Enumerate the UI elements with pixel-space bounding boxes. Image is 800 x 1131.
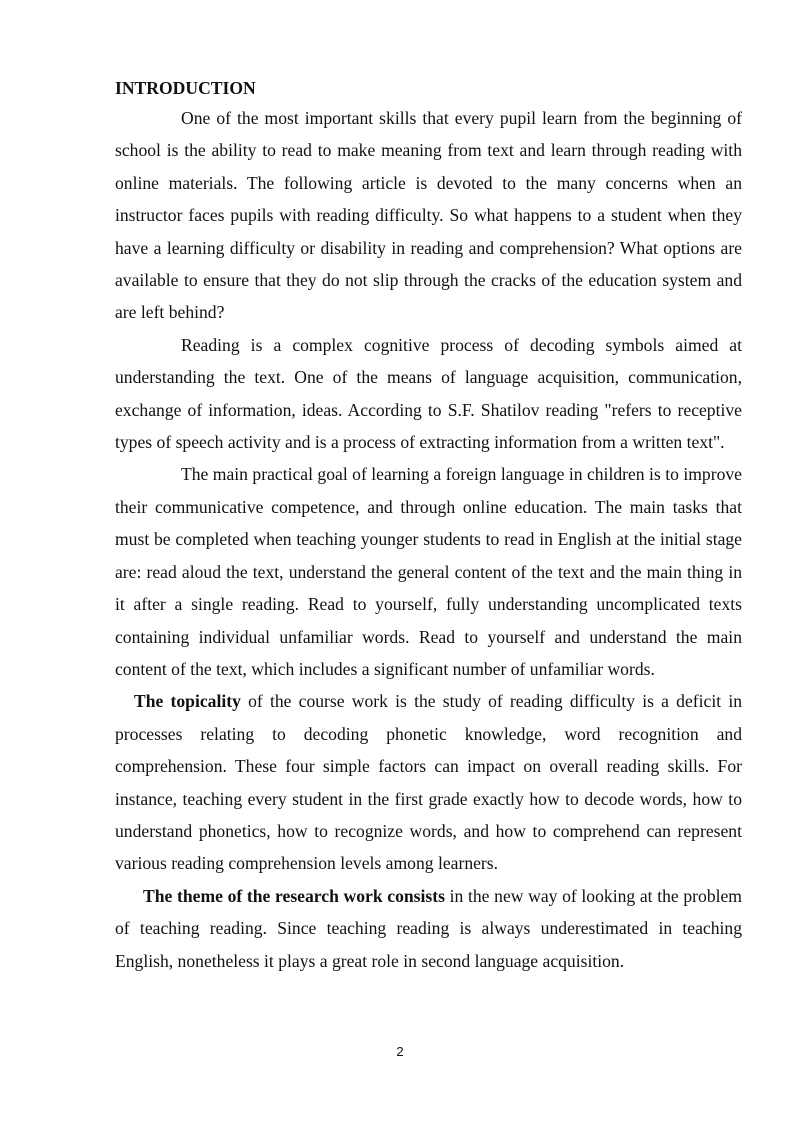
theme-label: The theme of the research work consists — [143, 885, 445, 906]
paragraph-intro: One of the most important skills that every pupil learn from the beginning of school is the ability to read to make meaning from text and learn through reading with online materials. The following article is devoted to the many concerns when an instructor faces pupils with reading difficulty. So what happens to a student when they have a learning difficulty or disability in reading and comprehension? What options are available to ensure that they do not slip through the cracks of the education system and are left behind? — [115, 108, 742, 323]
section-heading: INTRODUCTION — [115, 78, 256, 98]
paragraph-practical-goal: The main practical goal of learning a foreign language in children is to improve their communicative competence, and through online education. The main tasks that must be completed when teaching younger students to read in English at the initial stage are: read aloud the text, understand the general content of the text and the main thing in it after a single reading. Read to yourself, fully understanding uncomplicated texts containing individual unfamiliar words. Read to yourself and understand the main content of the text, which includes a significant number of unfamiliar words. — [115, 464, 742, 679]
paragraph-reading-definition: Reading is a complex cognitive process of decoding symbols aimed at understanding the text. One of the means of language acquisition, communication, exchange of information, ideas. According to S.F. Shatilov reading "refers to receptive types of speech activity and is a process of extracting information from a written text". — [115, 334, 742, 453]
paragraph-topicality — [115, 685, 742, 879]
topicality-label: The topicality — [134, 691, 241, 712]
page-number: 2 — [396, 1044, 404, 1059]
theme-text: in the new way of looking at the problem of teaching reading. Since teaching reading is always underestimated in teaching English, nonetheless it plays a great role in second language acquisition. — [115, 885, 742, 971]
topicality-text: of the course work is the study of reading difficulty is a deficit in processes relating to decoding phonetic knowledge, word recognition and comprehension. These four simple factors can impact on overall reading skills. For instance, teaching every student in the first grade exactly how to decode words, how to understand phonetics, how to recognize words, and how to comprehend can represent various reading comprehension levels among learners. — [115, 691, 743, 874]
paragraph-theme — [115, 880, 742, 977]
document-page — [115, 74, 742, 977]
